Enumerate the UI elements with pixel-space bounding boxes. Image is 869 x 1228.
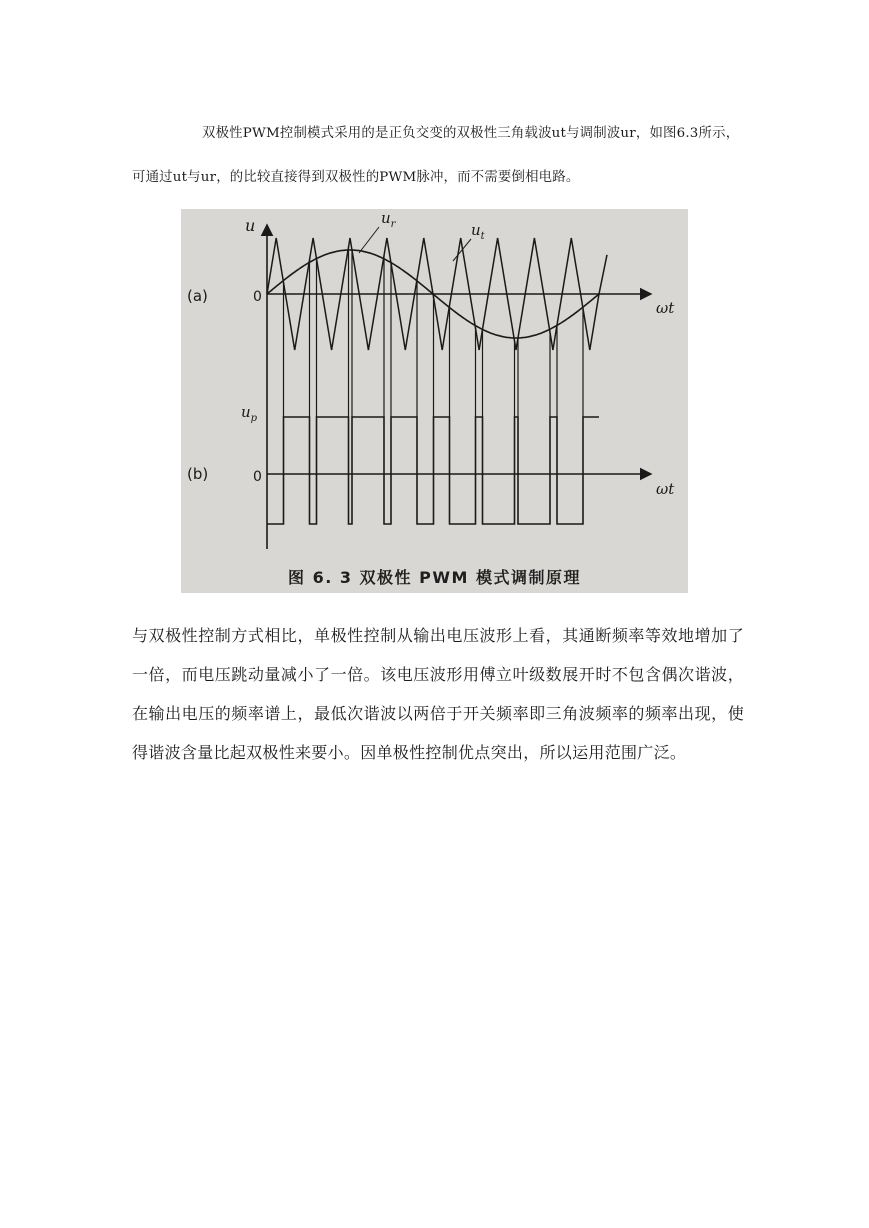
x-label-b: ωt (656, 480, 675, 498)
zero-label-b: 0 (253, 469, 262, 485)
intro-paragraph: 双极性PWM控制模式采用的是正负交变的双极性三角载波ut与调制波ur，如图6.3所示，可通过ut与ur，的比较直接得到双极性的PWM脉冲，而不需要倒相电路。 (132, 126, 740, 185)
pwm-pulse-up (267, 417, 599, 524)
pwm-diagram (181, 209, 688, 559)
panel-b-label: (b) (187, 465, 209, 483)
ur-label: $u_r$ (381, 209, 396, 230)
ut-label: $u_t$ (471, 221, 485, 242)
ur-leader (359, 227, 379, 253)
axis-up-label: $u_p$ (241, 403, 258, 424)
pwm-figure (181, 209, 688, 593)
figure-caption: 图 6. 3 双极性 PWM 模式调制原理 (288, 568, 581, 587)
comparison-paragraph: 与双极性控制方式相比，单极性控制从输出电压波形上看，其通断频率等效地增加了一倍，而电压跳动量减小了一倍。该电压波形用傅立叶级数展开时不包含偶次谐波，在输出电压的频率谱上，最低次谐波以两倍于开关频率即三角波频率的频率出现，使得谐波含量比起双极性来要小。因单极性控制优点突出，所以运用范围广泛。 (132, 626, 744, 762)
axis-u-label: u (245, 216, 256, 235)
panel-a-label: (a) (187, 287, 208, 305)
x-label-a: ωt (656, 299, 675, 317)
zero-label-a: 0 (253, 289, 262, 305)
